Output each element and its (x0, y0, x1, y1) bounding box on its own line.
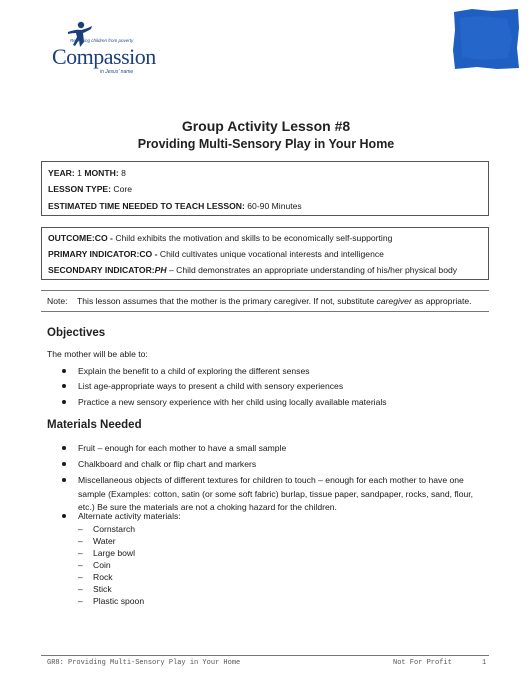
lesson-info-box (41, 161, 489, 216)
footer-page-number: 1 (482, 659, 487, 667)
footer-rule (41, 655, 489, 656)
note-bottom-rule (41, 311, 489, 312)
indicators-box (41, 227, 489, 280)
outcome-line: OUTCOME:CO - Child exhibits the motivation and skills to be economically self-supporting (48, 233, 393, 243)
caregiver-note: Note: This lesson assumes that the mother is the primary caregiver. If not, substitute caregiver as appropriate. (47, 296, 472, 306)
objectives-heading: Objectives (47, 327, 106, 339)
blue-paint-block (452, 8, 520, 70)
primary-indicator-line: PRIMARY INDICATOR:CO - Child cultivates unique vocational interests and intelligence (48, 249, 384, 259)
logo-wordmark: Compassion (52, 44, 156, 69)
footer-title: GR8: Providing Multi-Sensory Play in Your Home (47, 659, 241, 667)
note-top-rule (41, 290, 489, 291)
list-item-continuation: etc.) Be sure the materials are not a choking hazard for the children. (78, 502, 337, 512)
objectives-intro: The mother will be able to: (47, 349, 148, 359)
compassion-logo (52, 20, 164, 75)
materials-heading: Materials Needed (47, 419, 142, 431)
list-item-continuation: sample (Examples: cotton, satin (or some soft fabric) burlap, tissue paper, sandpaper, rocks, sand, flour, (78, 489, 474, 499)
year-month-line: YEAR: 1 MONTH: 8 (48, 168, 126, 178)
secondary-indicator-line: SECONDARY INDICATOR:PH – Child demonstrates an appropriate understanding of his/her physical body (48, 265, 458, 275)
lesson-type-line: LESSON TYPE: Core (48, 184, 133, 194)
logo-tagline: Releasing children from poverty (70, 38, 134, 43)
estimated-time-line: ESTIMATED TIME NEEDED TO TEACH LESSON: 60-90 Minutes (48, 201, 302, 211)
page-title: Group Activity Lesson #8 (181, 118, 351, 134)
page-subtitle: Providing Multi-Sensory Play in Your Home (137, 137, 395, 151)
logo-subline: in Jesus' name (100, 69, 134, 75)
footer-not-for-profit: Not For Profit (393, 659, 452, 667)
